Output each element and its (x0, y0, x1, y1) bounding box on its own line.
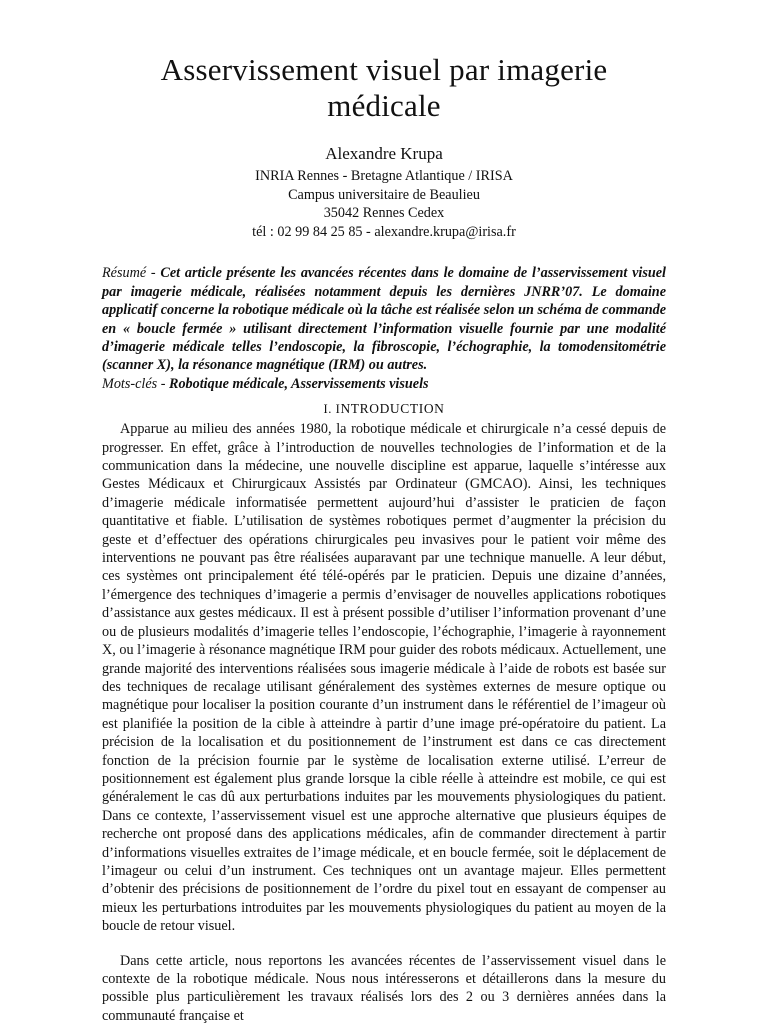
keywords-label: Mots-clés - (102, 375, 169, 392)
contact-line: tél : 02 99 84 25 85 - alexandre.krupa@irisa.fr (252, 223, 516, 240)
affiliation-block (102, 167, 666, 241)
body-paragraph: Dans cette article, nous reportons les avancées récentes de l’asservissement visuel dans le contexte de la robotique médicale. Nous nous intéresserons et détaillerons dans la mesure du possible plus particulièrement les travaux réalisés lors des 2 ou 3 dernières années dans la communauté française et (102, 952, 666, 1024)
abstract (102, 264, 666, 374)
affiliation-line: 35042 Rennes Cedex (323, 205, 445, 222)
section-title-initial: I (335, 402, 341, 417)
affiliation-line: INRIA Rennes - Bretagne Atlantique / IRISA (255, 168, 513, 184)
keywords (102, 375, 666, 393)
affiliation-line: Campus universitaire de Beaulieu (288, 186, 480, 203)
paper-title: Asservissement visuel par imagerie médicale (160, 52, 608, 123)
abstract-text: Cet article présente les avancées récentes dans le domaine de l’asservissement visuel par imagerie médicale, réalisées notamment depuis les dernières JNRR’07. Le domaine applicatif concerne la robotique médicale où la tâche est réalisée selon un schéma de commande en « boucle fermée » utilisant directement l’information visuelle fournie par une modalité d’imagerie médicale telles l’endoscopie, la fibroscopie, l’échographie, la tomodensitométrie (scanner X), la résonance magnétique (IRM) ou autres. (102, 265, 666, 374)
abstract-block (102, 264, 666, 393)
keywords-text: Robotique médicale, Asservissements visuels (168, 375, 429, 392)
paper-page (102, 52, 666, 1025)
section-heading (102, 401, 666, 417)
section-title-rest: NTRODUCTION (340, 401, 445, 417)
body-paragraph: Apparue au milieu des années 1980, la robotique médicale et chirurgicale n’a cessé depuis de progresser. En effet, grâce à l’introduction de nouvelles technologies de l’information et de la communication dans la médecine, une nouvelle discipline est apparue, laquelle s’intéresse aux Gestes Médicaux et Chirurgicaux Assistés par Ordinateur (GMCAO). Ainsi, les techniques d’imagerie médicale informatisée permettent aujourd’hui d’assister le praticien de façon quantitative et fiable. L’utilisation de systèmes robotiques permet d’augmenter la précision du geste et d’effectuer des opérations chirurgicales peu invasives pour le patient voir même des interventions ne pouvant pas être réalisées auparavant par une technique manuelle. A leur début, ces systèmes ont principalement été télé-opérés par le praticien. Depuis une dizaine d’années, l’émergence des techniques d’imagerie a permis d’envisager de nouvelles applications robotiques d’assistance aux gestes médicaux. Il est à présent possible d’utiliser l’information provenant d’une ou de plusieurs modalités d’imagerie telles l’endoscopie, l’échographie, l’imagerie à rayonnement X, ou l’imagerie à résonance magnétique IRM pour guider des robots médicaux. Actuellement, une grande majorité des interventions réalisées sous imagerie médicale à l’aide de robots est basée sur des techniques de recalage utilisant généralement des systèmes externes de mesure optique ou magnétique pour localiser la position courante d’un instrument dans le référentiel de l’imageur où est planifiée la position de la cible à atteindre à partir d’une image pré-opératoire du patient. La précision de la localisation et du positionnement de l’instrument est dans ce cas directement fonction de la précision fournie par le système de localisation externe utilisé. L’erreur de positionnement est également plus grande lorsque la cible réelle à atteindre est mobile, ce qui est généralement le cas dû aux perturbations induites par les mouvements physiologiques du patient. Dans ce contexte, l’asservissement visuel est une approche alternative que plusieurs équipes de recherche ont proposé dans des applications médicales, afin de commander directement à partir d’informations visuelles extraites de l’image médicale, et en boucle fermée, soit le déplacement de l’imageur ou celui d’un instrument. Ces techniques ont un avantage majeur. Elles permettent d’obtenir des précisions de positionnement de l’ordre du pixel tout en essayant de compenser au mieux les perturbations introduites par les mouvements physiologiques du patient au moyen de la boucle de retour visuel. (102, 421, 666, 935)
section-number: I. (323, 402, 336, 417)
abstract-label: Résumé - (102, 265, 161, 282)
author-name: Alexandre Krupa (325, 144, 443, 163)
